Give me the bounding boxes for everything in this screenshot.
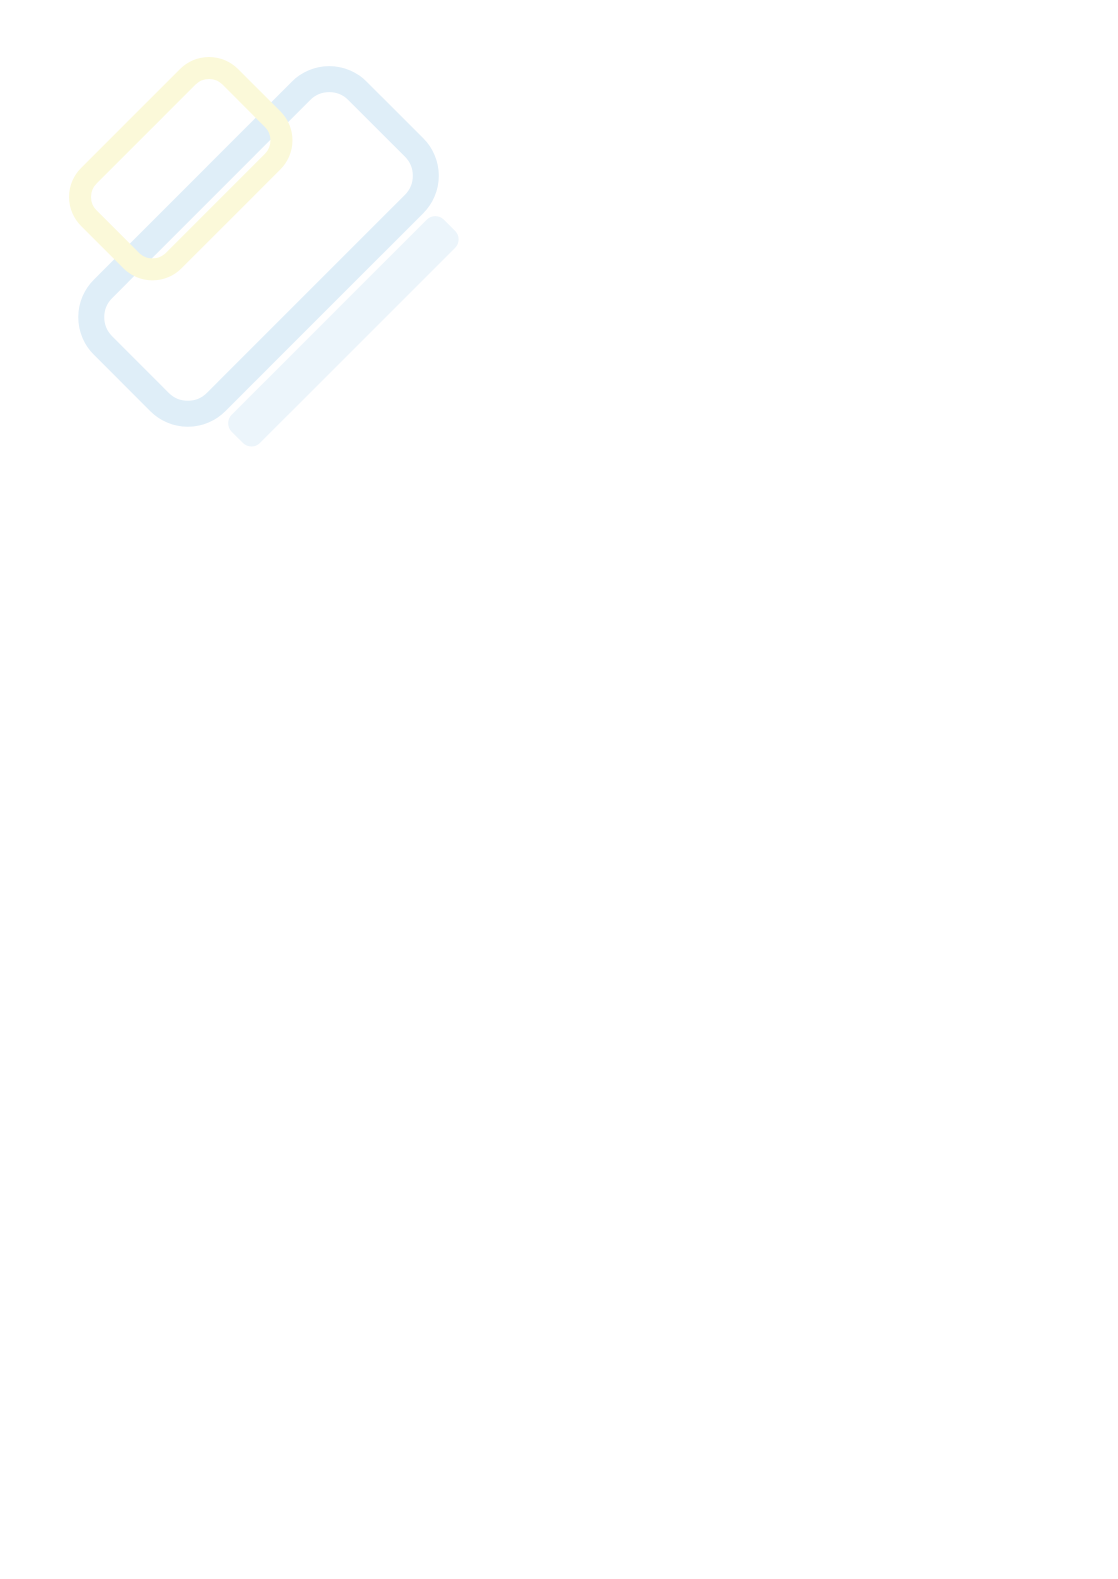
watermark-logo-icon <box>20 20 490 480</box>
